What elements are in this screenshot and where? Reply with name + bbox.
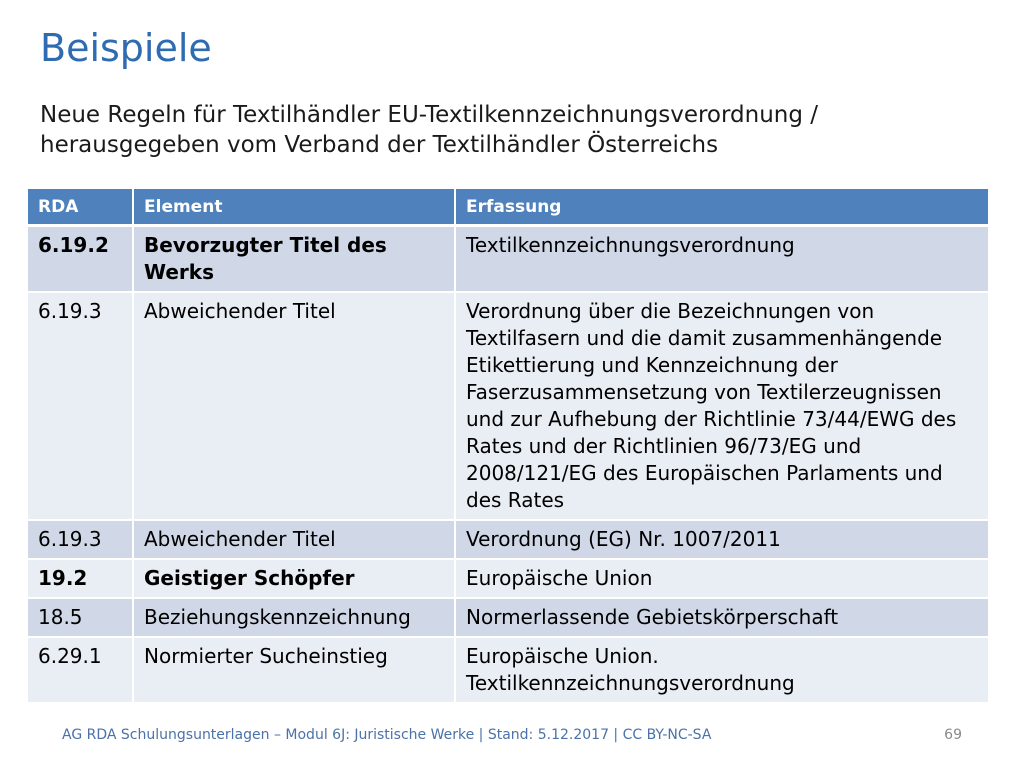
cell-erfassung: Verordnung über die Bezeichnungen von Textilfasern und die damit zusammenhängende Etikettierung und Kennzeichnung der Faserzusammensetzung von Textilerzeugnissen und zur Aufhebung der Richtlinie 73/44/EWG des Rates und der Richtlinien 96/73/EG und 2008/121/EG des Europäischen Parlaments und des Rates <box>455 292 988 520</box>
cell-erfassung: Europäische Union <box>455 559 988 598</box>
cell-rda: 6.19.2 <box>28 226 133 293</box>
table-header-row <box>28 189 988 226</box>
cell-element: Beziehungskennzeichnung <box>133 598 455 637</box>
table-row <box>28 559 988 598</box>
cell-erfassung: Textilkennzeichnungsverordnung <box>455 226 988 293</box>
cell-rda: 6.29.1 <box>28 637 133 702</box>
cell-element: Normierter Sucheinstieg <box>133 637 455 702</box>
cell-erfassung: Verordnung (EG) Nr. 1007/2011 <box>455 520 988 559</box>
cell-element: Geistiger Schöpfer <box>133 559 455 598</box>
page-number: 69 <box>944 727 962 743</box>
header-erfassung: Erfassung <box>455 189 988 226</box>
table-row <box>28 637 988 702</box>
cell-rda: 6.19.3 <box>28 292 133 520</box>
cell-rda: 6.19.3 <box>28 520 133 559</box>
table-row <box>28 520 988 559</box>
table-row <box>28 226 988 293</box>
table-row <box>28 292 988 520</box>
cell-erfassung: Europäische Union. Textilkennzeichnungsverordnung <box>455 637 988 702</box>
rda-table <box>28 189 988 702</box>
cell-rda: 19.2 <box>28 559 133 598</box>
slide-title: Beispiele <box>40 26 212 70</box>
cell-element: Bevorzugter Titel des Werks <box>133 226 455 293</box>
header-rda: RDA <box>28 189 133 226</box>
table-row <box>28 598 988 637</box>
cell-element: Abweichender Titel <box>133 520 455 559</box>
cell-element: Abweichender Titel <box>133 292 455 520</box>
header-element: Element <box>133 189 455 226</box>
slide-subtitle: Neue Regeln für Textilhändler EU-Textilkennzeichnungsverordnung / herausgegeben vom Verband der Textilhändler Österreichs <box>40 102 819 158</box>
cell-rda: 18.5 <box>28 598 133 637</box>
footer-text: AG RDA Schulungsunterlagen – Modul 6J: Juristische Werke | Stand: 5.12.2017 | CC BY-NC-SA <box>62 727 712 743</box>
cell-erfassung: Normerlassende Gebietskörperschaft <box>455 598 988 637</box>
